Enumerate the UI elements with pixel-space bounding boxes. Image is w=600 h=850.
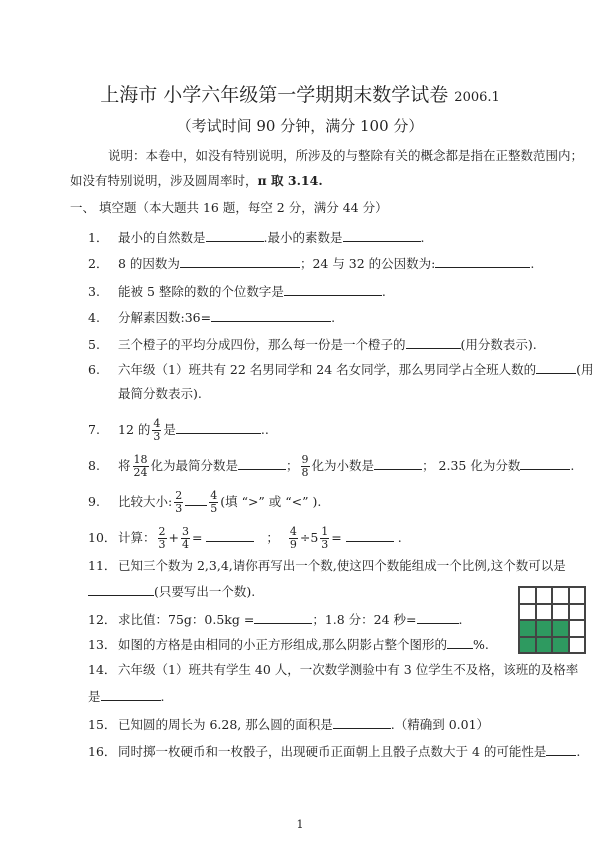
question-3 (88, 283, 386, 300)
q-text: .. (260, 422, 269, 437)
q-text: 能被 5 整除的数的个位数字是 (118, 284, 284, 299)
q-number: 7. (88, 422, 100, 437)
grid-cell (536, 604, 553, 621)
q-text: ；24 与 32 的公因数为: (299, 256, 436, 271)
q-text: 如图的方格是由相同的小正方形组成,那么阴影占整个图形的 (118, 637, 447, 652)
q-text: (用分数表示). (460, 337, 537, 352)
q-text: 三个橙子的平均分成四份，那么每一份是一个橙子的 (118, 337, 406, 352)
q-text: 六年级（1）班共有学生 40 人，一次数学测验中有 3 位学生不及格，该班的及格率 (118, 662, 579, 677)
q-number: 13． (88, 637, 117, 652)
answer-blank[interactable] (101, 688, 161, 701)
question-5 (88, 336, 537, 353)
grid-cell-shaded (536, 637, 553, 654)
answer-blank[interactable] (346, 529, 394, 542)
answer-blank[interactable] (211, 309, 331, 322)
fraction (158, 526, 167, 551)
denominator: 3 (158, 538, 166, 551)
q-text: . (160, 689, 165, 704)
q-text: 比较大小: (118, 494, 173, 509)
answer-blank[interactable] (88, 583, 154, 596)
note-pi: π 取 3.14. (257, 173, 323, 188)
q-number: 11． (88, 558, 117, 573)
q-text: . (576, 744, 581, 759)
grid-cell (569, 637, 586, 654)
fraction (181, 526, 190, 551)
answer-blank[interactable] (185, 493, 207, 506)
note-line-2 (70, 173, 323, 189)
answer-blank[interactable] (284, 283, 382, 296)
q-text: (用 (576, 362, 594, 377)
q-text: 分解素因数:36= (118, 310, 212, 325)
q-text: ； (286, 458, 299, 473)
q-text: 六年级（1）班共有 22 名男同学和 24 名女同学，那么男同学占全班人数的 (118, 362, 537, 377)
q-text: ；1.8 分：24 秒= (312, 612, 417, 627)
q-number: 1． (88, 230, 109, 245)
denominator: 4 (182, 538, 189, 551)
q-text: 化为最简分数是 (150, 458, 239, 473)
question-4 (88, 309, 335, 326)
q-number: 4. (88, 310, 100, 325)
q-text: . (331, 310, 336, 325)
q-text: .（精确到 0.01） (390, 717, 490, 732)
q-text: 是 (163, 422, 176, 437)
answer-blank[interactable] (206, 229, 264, 242)
denominator: 9 (289, 538, 297, 551)
q-number: 5. (88, 337, 100, 352)
q-text: 已知三个数为 2,3,4,请你再写出一个数,使这四个数能组成一个比例,这个数可以是 (118, 558, 566, 573)
q-text: %. (472, 637, 489, 652)
q-number: 16． (88, 744, 117, 759)
q-text: 化为小数是 (311, 458, 375, 473)
q-number: 9. (88, 494, 100, 509)
q-number: 2． (88, 256, 109, 271)
denominator: 5 (210, 502, 218, 515)
answer-blank[interactable] (406, 336, 461, 349)
answer-blank[interactable] (374, 457, 422, 470)
grid-cell (519, 587, 536, 604)
title-year: 2006.1 (454, 90, 500, 105)
title-text: 上海市 小学六年级第一学期期末数学试卷 (100, 84, 449, 106)
q-text: 同时掷一枚硬币和一枚骰子，出现硬币正面朝上且骰子点数大于 4 的可能性是 (118, 744, 547, 759)
answer-blank[interactable] (536, 361, 576, 374)
question-6-cont: 最简分数表示). (118, 386, 202, 401)
question-10 (88, 526, 402, 551)
answer-blank[interactable] (343, 229, 421, 242)
question-16 (88, 743, 580, 760)
fraction (133, 454, 149, 479)
question-6 (88, 361, 594, 378)
question-14-cont (88, 688, 165, 705)
fraction (209, 490, 218, 515)
question-8 (88, 454, 574, 479)
q-number: 3. (88, 284, 100, 299)
answer-blank[interactable] (254, 611, 312, 624)
grid-cell-shaded (552, 637, 569, 654)
question-9 (88, 490, 321, 515)
q-text: (填 “>” 或 “<” ). (220, 494, 322, 509)
numerator: 2 (158, 525, 166, 538)
q-text: 已知圆的周长为 6.28, 那么圆的面积是 (118, 717, 333, 732)
answer-blank[interactable] (206, 529, 254, 542)
q-text: (只要写出一个数). (154, 584, 256, 599)
fraction (152, 418, 161, 443)
section-heading: 一、 填空题（本大题共 16 题，每空 2 分，满分 44 分） (70, 200, 388, 215)
denominator: 8 (301, 466, 309, 479)
q-number: 10． (88, 530, 117, 545)
question-2 (88, 255, 534, 272)
q-number: 15． (88, 717, 117, 732)
grid-cell-shaded (519, 620, 536, 637)
note-line-1: 说明：本卷中，如没有特别说明，所涉及的与整除有关的概念都是指在正整数范围内； (108, 148, 584, 163)
q-number: 12． (88, 612, 117, 627)
question-12 (88, 611, 463, 628)
answer-blank[interactable] (520, 457, 570, 470)
q-text: . (458, 612, 463, 627)
q-text: .最小的素数是 (263, 230, 343, 245)
fraction (301, 454, 310, 479)
fraction (289, 526, 298, 551)
q-text: 12 的 (118, 422, 151, 437)
q-number: 6. (88, 362, 100, 377)
q-number: 8. (88, 458, 100, 473)
question-13 (88, 636, 489, 653)
q-text: 求比值：75g：0.5kg = (118, 612, 255, 627)
q-text: + (168, 530, 179, 545)
question-7 (88, 418, 269, 443)
grid-cell-shaded (536, 620, 553, 637)
q-text: = (331, 530, 342, 545)
numerator: 4 (153, 417, 161, 430)
answer-blank[interactable] (417, 611, 459, 624)
page-title (0, 80, 600, 107)
q-text: ； 2.35 化为分数 (422, 458, 521, 473)
answer-blank[interactable] (546, 743, 576, 756)
fraction (174, 490, 183, 515)
numerator: 2 (175, 489, 183, 502)
numerator: 4 (289, 525, 297, 538)
question-11-cont (88, 583, 255, 600)
grid-cell-shaded (552, 620, 569, 637)
subtitle: （考试时间 90 分钟，满分 100 分） (176, 117, 424, 135)
answer-blank[interactable] (180, 255, 300, 268)
grid-cell (552, 604, 569, 621)
numerator: 3 (182, 525, 189, 538)
q-text: ÷ (299, 530, 311, 545)
answer-blank[interactable] (238, 457, 286, 470)
q-text: . (381, 284, 386, 299)
q-number: 14． (88, 662, 117, 677)
question-14 (88, 662, 578, 678)
grid-cell (552, 587, 569, 604)
question-11 (88, 558, 566, 574)
grid-cell (569, 587, 586, 604)
q-text: ； (266, 530, 279, 545)
answer-blank[interactable] (435, 255, 530, 268)
q-text: 是 (88, 689, 101, 704)
denominator: 3 (153, 430, 161, 443)
denominator: 3 (175, 502, 183, 515)
grid-cell (569, 604, 586, 621)
grid-cell (536, 587, 553, 604)
question-15 (88, 716, 489, 733)
page-number: 1 (296, 818, 304, 831)
q-text: 计算： (118, 530, 156, 545)
numerator: 9 (301, 453, 309, 466)
answer-blank[interactable] (333, 716, 391, 729)
q-text: . (570, 458, 575, 473)
grid-cell (519, 604, 536, 621)
grid-cell (569, 620, 586, 637)
note-text: 如没有特别说明，涉及圆周率时， (70, 173, 258, 188)
q-text: 8 的因数为 (118, 256, 180, 271)
denominator: 24 (133, 466, 148, 479)
q-text: 5 (310, 530, 319, 545)
q-text: . (530, 256, 535, 271)
q-text: . (397, 530, 402, 545)
q-text: . (420, 230, 425, 245)
q-text: = (192, 530, 203, 545)
grid-cell-shaded (519, 637, 536, 654)
answer-blank[interactable] (176, 421, 261, 434)
denominator: 3 (321, 538, 329, 551)
numerator: 18 (133, 453, 148, 466)
shaded-grid-figure (518, 586, 586, 654)
q-text: 最小的自然数是 (118, 230, 206, 245)
fraction (320, 526, 329, 551)
numerator: 4 (210, 489, 218, 502)
answer-blank[interactable] (447, 636, 473, 649)
question-1 (88, 229, 424, 246)
q-text: 将 (118, 458, 131, 473)
numerator: 1 (321, 525, 329, 538)
